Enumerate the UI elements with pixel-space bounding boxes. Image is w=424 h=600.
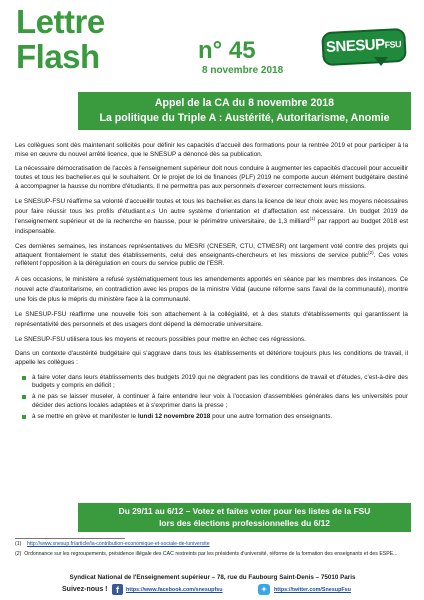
title-banner xyxy=(78,92,411,130)
call-to-action-list xyxy=(15,374,408,422)
vote-banner xyxy=(78,503,411,532)
footnotes xyxy=(15,541,408,560)
paragraph-instances xyxy=(15,243,408,269)
logo-name: SNESUP xyxy=(325,35,386,57)
bullet-text-budgets: à faire voter dans leurs établissements des budgets 2019 qui ne dégradent pas les conditions de travail et d'études, c'est-à-dire des budgets y compris en déficit ; xyxy=(32,373,408,390)
paragraph-instances-text-b: . Ces votes reflètent l'opposition à la dérégulation en cours du service public de l'ESR. xyxy=(15,251,408,268)
footnote-ref-1[interactable]: (1) xyxy=(309,216,316,222)
paragraph-collegiality: Le SNESUP-FSU réaffirme une nouvelle fois son attachement à la collégialité, et à des statuts d'établissements qui garantissent la représentativité des personnels et des usagers dont dépend la démocratie universitaire. xyxy=(15,311,408,329)
title-line-2: La politique du Triple A : Austérité, Autoritarisme, Anomie xyxy=(99,112,390,124)
bullet-text-assemblies: à ne pas se laisser museler, à continuer à faire entendre leur voix à l'occasion d'assemblées générales dans les universités pour décider des actions locales adaptées et à s'exprimer dans la presse ; xyxy=(32,393,408,409)
paragraph-democratisation: La nécessaire démocratisation de l'accès à l'enseignement supérieur doit nous conduire à augmenter les capacités d'accueil pour accueillir toutes et tous les bachelier.es qui le souhaitent. Or le projet de loi de finances (PLF) 2019 ne comporte aucun élément budgétaire destiné à accompagner la hausse du nombre d'étudiants. Il ne permettra pas aux personnels d'exercer correctement leurs missions. xyxy=(15,165,409,190)
issue-info xyxy=(198,38,308,82)
logo-suffix: FSU xyxy=(384,39,402,50)
brand-word-flash: Flash xyxy=(16,38,100,75)
paragraph-instances-text-a: Ces dernières semaines, les instances représentatives du MESRI (CNESER, CTU, CTMESR) ont largement voté contre des projets qui attaquent frontalement le statut des établissements, celui des enseignants-chercheurs et les missions de service public xyxy=(15,242,408,259)
square-bullet-icon xyxy=(22,415,26,419)
title-line-1: Appel de la CA du 8 novembre 2018 xyxy=(154,97,335,109)
footer-address: Syndicat National de l'Enseignement supérieur – 78, rue du Faubourg Saint-Denis – 75010 Paris xyxy=(69,574,356,581)
twitter-icon[interactable]: ✦ xyxy=(258,584,270,595)
facebook-icon[interactable]: f xyxy=(112,584,123,595)
paragraph-budget-text-a: Le SNESUP-FSU réaffirme sa volonté d'accueillir toutes et tous les bachelier.es dans la licence de leur choix avec les moyens nécessaires pour faire réussir tous les profils d'étudiant.e.s Un autre système d'orientation et d'affectation est nécessaire. Un budget 2019 de l'enseignement supérieur et de la recherche en hausse, pour le périmètre universitaire, de 1,3 milliard xyxy=(15,198,408,226)
paragraph-means: Le SNESUP-FSU utilisera tous les moyens et recours possibles pour mettre en échec ces régressions. xyxy=(15,335,306,343)
vote-banner-line-1: Du 29/11 au 6/12 – Votez et faites voter pour les listes de la FSU xyxy=(118,506,371,516)
vote-banner-line-2: lors des élections professionnelles du 6/12 xyxy=(159,517,330,528)
newsletter-brand xyxy=(16,3,105,86)
logo-bubble-tail xyxy=(374,57,388,66)
footnote-divider xyxy=(15,538,125,539)
footnote-2-marker: (2) xyxy=(15,550,22,557)
list-item xyxy=(15,413,408,422)
paragraph-budget xyxy=(15,197,408,237)
square-bullet-icon xyxy=(22,395,26,399)
paragraph-budget-text-b: par rapport au budget 2018 est indispensable. xyxy=(15,218,408,236)
paragraph-amendments: A ces occasions, le ministère a refusé systématiquement tous les amendements apportés en séance par les membres des instances. Ce nouvel acte d'autoritarisme, en contradiction avec les propos de la ministre Vidal (aucune réforme sans l'aval de la communauté), montre une fois de plus le mépris du ministère face à la communauté. xyxy=(15,275,408,303)
logo-text xyxy=(325,33,404,59)
issue-number: n° 45 xyxy=(198,37,256,64)
bullet-text-strike-b: pour une autre formation des enseignants. xyxy=(210,412,333,420)
footnote-1-marker: (1) xyxy=(15,541,22,547)
footnote-2 xyxy=(15,551,408,558)
issue-date: 8 novembre 2018 xyxy=(202,65,284,76)
article-body xyxy=(15,142,408,424)
footnote-2-text: Ordonnance sur les regroupements, présidence illégale des CAC restreints par les présidents d'université, réforme de la formation des enseignants et des ESPE... xyxy=(24,550,398,557)
footnote-ref-2[interactable]: (2) xyxy=(368,249,374,255)
square-bullet-icon xyxy=(22,376,26,380)
strike-date: lundi 12 novembre 2018 xyxy=(137,412,211,420)
snesup-logo xyxy=(322,30,408,66)
paragraph-austerity: Dans un contexte d'austérité budgétaire qui s'aggrave dans tous les établissements et détériore toujours plus les conditions de travail, il appelle les collègues : xyxy=(15,350,408,367)
list-item xyxy=(15,374,408,392)
footnote-1-link[interactable]: http://www.snesup.fr/article/la-contribution-economique-et-sociale-de-luniversite xyxy=(27,541,210,547)
follow-us-label: Suivez-nous ! xyxy=(62,586,108,593)
footnote-1 xyxy=(15,541,408,548)
facebook-link[interactable]: https://www.facebook.com/snesupfsu xyxy=(126,587,223,593)
bullet-text-strike-a: à se mettre en grève et manifester le xyxy=(32,412,138,420)
list-item xyxy=(15,393,408,411)
paragraph-capacity: Les collègues sont dès maintenant sollicités pour définir les capacités d'accueil des formations pour la rentrée 2019 et pour participer à la mise en œuvre du nouvel arrêté licence, que le SNESUP a dénoncé dès sa publication. xyxy=(15,142,408,158)
brand-word-lettre: Lettre xyxy=(16,3,105,40)
twitter-link[interactable]: https://twitter.com/SnesupFsu xyxy=(274,587,351,593)
